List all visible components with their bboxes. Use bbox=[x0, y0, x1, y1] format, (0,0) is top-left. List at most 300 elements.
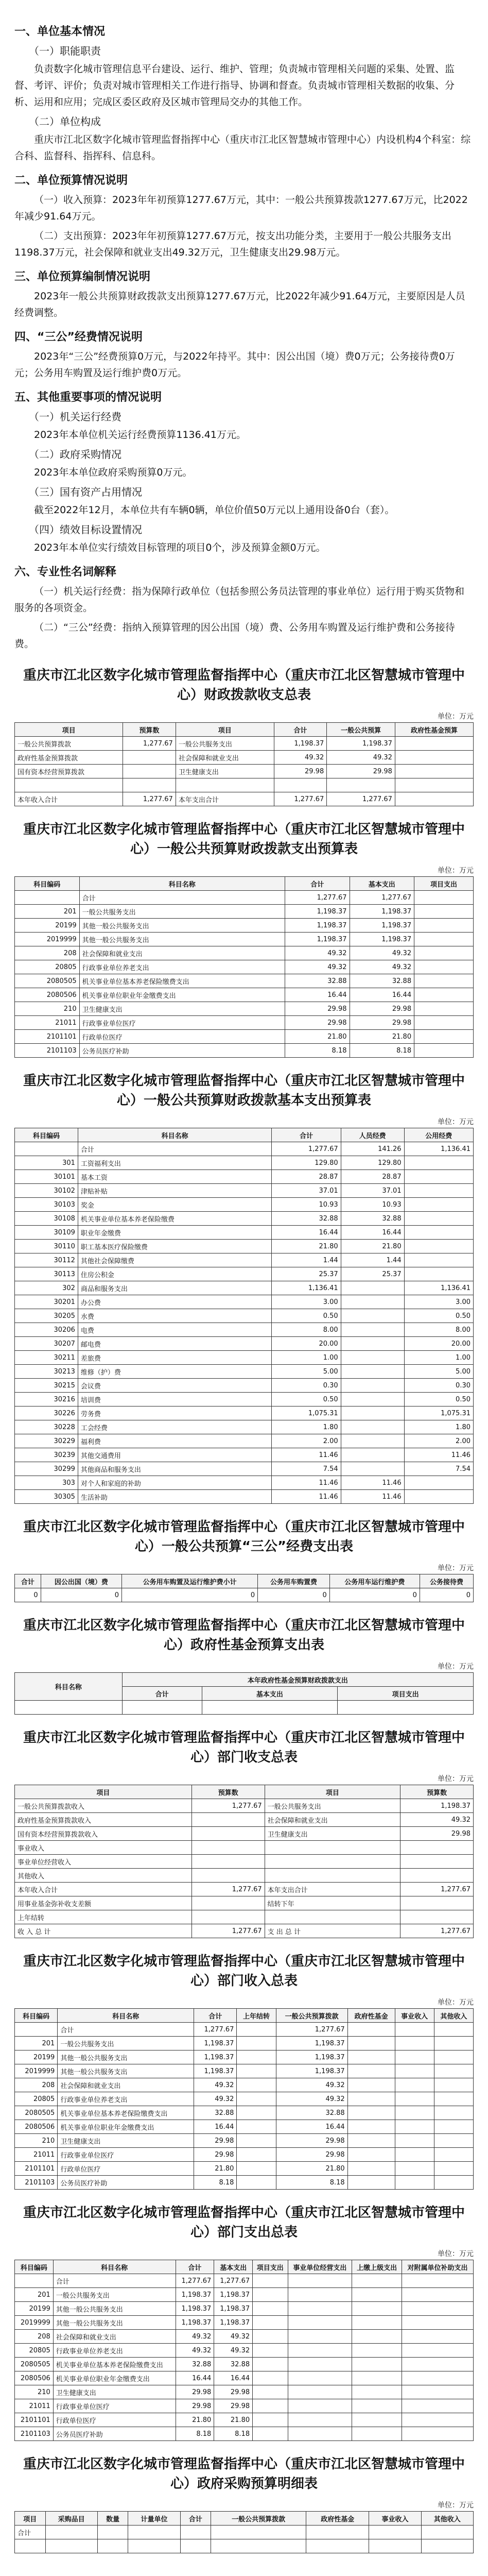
column-header: 计量单位 bbox=[128, 2512, 180, 2526]
table-row bbox=[15, 1799, 474, 1813]
column-header: 公务用车购置及运行维护费小计 bbox=[122, 1574, 258, 1588]
table-row bbox=[15, 751, 474, 765]
table-cell: 其他一般公共服务支出 bbox=[58, 2064, 194, 2078]
table-cell: 卫生健康支出 bbox=[79, 1002, 285, 1016]
column-header: 合计 bbox=[15, 1574, 41, 1588]
section-heading: 四、“三公”经费情况说明 bbox=[14, 331, 143, 344]
table-row bbox=[15, 1365, 474, 1379]
table-cell: 1,277.67 bbox=[272, 1142, 341, 1156]
table-cell bbox=[265, 1855, 400, 1869]
table-cell: 1,198.37 bbox=[276, 2050, 347, 2064]
header-row bbox=[15, 1128, 474, 1142]
table-cell: 合计 bbox=[15, 2526, 46, 2539]
report-title: 重庆市江北区数字化城市管理监督指挥中心（重庆市江北区智慧城市管理中心）财政拨款收支总表 bbox=[23, 668, 465, 703]
paragraph: （二）“三公”经费：指纳入预算管理的因公出国（境）费、公务用车购置及运行维护费和公务接待费。 bbox=[14, 622, 455, 650]
table-cell bbox=[341, 1434, 404, 1448]
table-cell: 1,277.67 bbox=[400, 1924, 474, 1938]
table-cell bbox=[404, 1476, 473, 1490]
table-cell bbox=[341, 1406, 404, 1420]
table-cell: 28.87 bbox=[272, 1170, 341, 1184]
table-row bbox=[15, 1420, 474, 1434]
table-cell: 37.01 bbox=[341, 1184, 404, 1198]
table-cell: 2101101 bbox=[15, 1030, 80, 1044]
table-cell bbox=[237, 2023, 276, 2037]
column-header: 预算数 bbox=[400, 1785, 474, 1799]
table-cell: 2080505 bbox=[15, 974, 80, 988]
report-table bbox=[14, 1785, 474, 1938]
table-cell: 电费 bbox=[78, 1323, 271, 1337]
column-header: 其他收入 bbox=[434, 2009, 473, 2023]
table-row bbox=[15, 974, 474, 988]
table-row bbox=[15, 1813, 474, 1827]
column-header: 事业收入 bbox=[395, 2009, 434, 2023]
table-cell bbox=[352, 2358, 402, 2371]
table-cell: 32.88 bbox=[194, 2106, 237, 2120]
table-cell bbox=[341, 1365, 404, 1379]
table-cell: 政府性基金预算拨款收入 bbox=[15, 1813, 192, 1827]
table-cell: 工资福利支出 bbox=[78, 1156, 271, 1170]
table-cell bbox=[341, 1337, 404, 1351]
column-header: 因公出国（境）费 bbox=[41, 1574, 121, 1588]
report-three-public-expenses bbox=[14, 1517, 474, 1602]
table-cell bbox=[237, 2037, 276, 2050]
table-cell: 30101 bbox=[15, 1170, 78, 1184]
table-cell bbox=[400, 1855, 474, 1869]
table-cell: 2019999 bbox=[15, 2316, 54, 2330]
table-cell: 29.98 bbox=[176, 2385, 214, 2399]
table-cell: 0.30 bbox=[272, 1379, 341, 1393]
table-cell bbox=[414, 974, 474, 988]
table-cell: 卫生健康支出 bbox=[58, 2134, 194, 2148]
table-cell bbox=[123, 765, 176, 778]
table-cell: 30305 bbox=[15, 1490, 78, 1504]
table-cell: 30207 bbox=[15, 1337, 78, 1351]
table-cell bbox=[237, 2120, 276, 2134]
table-cell bbox=[404, 1267, 473, 1281]
table-cell bbox=[45, 2539, 97, 2553]
table-cell bbox=[347, 2023, 395, 2037]
column-header: 合计 bbox=[180, 2512, 211, 2526]
table-cell bbox=[274, 778, 327, 792]
table-cell bbox=[347, 2078, 395, 2092]
table-row bbox=[15, 2358, 474, 2371]
table-cell: 16.44 bbox=[341, 1226, 404, 1240]
column-header: 人员经费 bbox=[341, 1128, 404, 1142]
table-cell: 32.88 bbox=[272, 1212, 341, 1226]
table-cell: 水费 bbox=[78, 1309, 271, 1323]
table-cell bbox=[434, 2037, 473, 2050]
table-cell: 49.32 bbox=[285, 946, 350, 960]
table-cell: 机关事业单位基本养老保险缴费支出 bbox=[58, 2106, 194, 2120]
table-cell bbox=[253, 2330, 288, 2344]
table-cell: 住房公积金 bbox=[78, 1267, 271, 1281]
header-row bbox=[15, 877, 474, 891]
table-row bbox=[15, 1701, 474, 1715]
table-cell bbox=[341, 1448, 404, 1462]
table-row bbox=[15, 1044, 474, 1058]
table-row bbox=[15, 2162, 474, 2176]
table-cell: 其他一般公共服务支出 bbox=[53, 2302, 176, 2316]
table-cell: 30216 bbox=[15, 1393, 78, 1406]
table-cell: 1,198.37 bbox=[327, 737, 395, 751]
table-cell bbox=[414, 988, 474, 1002]
table-cell: 20199 bbox=[15, 919, 80, 933]
table-cell: 1.00 bbox=[272, 1351, 341, 1365]
table-cell bbox=[404, 1490, 473, 1504]
table-cell: 16.44 bbox=[214, 2371, 253, 2385]
table-cell bbox=[15, 891, 80, 905]
unit-label: 单位：万元 bbox=[438, 2501, 474, 2510]
table-cell: 社会保障和就业支出 bbox=[53, 2330, 176, 2344]
table-cell: 49.32 bbox=[176, 2330, 214, 2344]
table-row bbox=[15, 1588, 474, 1602]
table-cell: 邮电费 bbox=[78, 1337, 271, 1351]
table-cell: 20199 bbox=[15, 2302, 54, 2316]
table-cell: 210 bbox=[15, 2134, 58, 2148]
table-cell: 2101101 bbox=[15, 2413, 54, 2427]
report-title: 重庆市江北区数字化城市管理监督指挥中心（重庆市江北区智慧城市管理中心）政府采购预算明细表 bbox=[23, 2456, 465, 2492]
table-cell: 结转下年 bbox=[265, 1896, 400, 1910]
table-cell: 1,277.67 bbox=[191, 1799, 265, 1813]
table-cell: 11.46 bbox=[272, 1490, 341, 1504]
table-cell bbox=[237, 2162, 276, 2176]
table-cell bbox=[347, 2120, 395, 2134]
table-row bbox=[15, 1448, 474, 1462]
table-cell: 208 bbox=[15, 946, 80, 960]
table-cell: 49.32 bbox=[276, 2092, 347, 2106]
report-title: 重庆市江北区数字化城市管理监督指挥中心（重庆市江北区智慧城市管理中心）政府性基金预算支出表 bbox=[23, 1618, 465, 1653]
table-cell bbox=[402, 2302, 473, 2316]
table-cell bbox=[347, 2106, 395, 2120]
table-cell bbox=[180, 2539, 211, 2553]
table-cell bbox=[253, 2316, 288, 2330]
table-cell bbox=[402, 2358, 473, 2371]
table-cell: 一般公共服务支出 bbox=[79, 905, 285, 919]
table-cell: 10.93 bbox=[272, 1198, 341, 1212]
table-cell: 30215 bbox=[15, 1379, 78, 1393]
column-header: 数量 bbox=[97, 2512, 128, 2526]
paragraph: 2023年本单位机关运行经费预算1136.41万元。 bbox=[34, 429, 246, 440]
table-row bbox=[15, 1924, 474, 1938]
table-cell bbox=[180, 2526, 211, 2539]
table-cell bbox=[395, 2134, 434, 2148]
table-cell: 一般公共服务支出 bbox=[176, 737, 274, 751]
table-cell: 1,198.37 bbox=[176, 2316, 214, 2330]
table-row bbox=[15, 2106, 474, 2120]
table-row bbox=[15, 1490, 474, 1504]
table-cell: 8.18 bbox=[285, 1044, 350, 1058]
report-table bbox=[14, 1128, 474, 1504]
column-header: 项目 bbox=[176, 723, 274, 737]
table-cell bbox=[404, 1240, 473, 1253]
table-row bbox=[15, 2399, 474, 2413]
table-cell: 1,136.41 bbox=[404, 1281, 473, 1295]
table-cell bbox=[414, 933, 474, 946]
report-table bbox=[14, 1672, 474, 1715]
table-cell: 公务员医疗补助 bbox=[79, 1044, 285, 1058]
report-table bbox=[14, 2511, 474, 2553]
table-cell: 5.00 bbox=[404, 1365, 473, 1379]
table-cell bbox=[341, 1462, 404, 1476]
table-cell bbox=[395, 751, 473, 765]
table-cell: 5.00 bbox=[272, 1365, 341, 1379]
table-cell: 1.00 bbox=[404, 1351, 473, 1365]
table-cell bbox=[434, 2134, 473, 2148]
column-header: 公用经费 bbox=[404, 1128, 473, 1142]
table-row bbox=[15, 2176, 474, 2190]
table-cell: 行政事业单位养老支出 bbox=[53, 2344, 176, 2358]
column-header: 合计 bbox=[274, 723, 327, 737]
table-cell bbox=[253, 2302, 288, 2316]
table-cell bbox=[402, 2288, 473, 2302]
table-cell: 201 bbox=[15, 2288, 54, 2302]
table-cell bbox=[341, 1351, 404, 1365]
table-cell: 0 bbox=[329, 1588, 420, 1602]
table-cell: 合计 bbox=[79, 891, 285, 905]
table-cell: 29.98 bbox=[327, 765, 395, 778]
table-cell: 0 bbox=[122, 1588, 258, 1602]
table-row bbox=[15, 1827, 474, 1841]
table-cell: 2101103 bbox=[15, 2427, 54, 2441]
table-row bbox=[15, 2148, 474, 2162]
table-cell: 8.00 bbox=[272, 1323, 341, 1337]
table-cell: 奖金 bbox=[78, 1198, 271, 1212]
report-title: 重庆市江北区数字化城市管理监督指挥中心（重庆市江北区智慧城市管理中心）部门收支总表 bbox=[23, 1730, 465, 1765]
table-cell: 208 bbox=[15, 2078, 58, 2092]
table-cell bbox=[434, 2023, 473, 2037]
table-cell bbox=[253, 2274, 288, 2288]
table-cell: 一般公共服务支出 bbox=[58, 2037, 194, 2050]
table-cell bbox=[237, 2064, 276, 2078]
report-table bbox=[14, 1574, 474, 1602]
table-cell: 1,198.37 bbox=[285, 919, 350, 933]
table-cell: 本年收入合计 bbox=[15, 1883, 192, 1896]
table-cell: 1,277.67 bbox=[350, 891, 414, 905]
table-row bbox=[15, 1281, 474, 1295]
table-cell: 1,277.67 bbox=[176, 2274, 214, 2288]
column-header: 上年结转 bbox=[237, 2009, 276, 2023]
table-cell: 其他一般公共服务支出 bbox=[53, 2316, 176, 2330]
table-cell: 一般公共服务支出 bbox=[265, 1799, 400, 1813]
table-cell: 2080506 bbox=[15, 2371, 54, 2385]
table-cell: 本年支出合计 bbox=[176, 792, 274, 806]
table-cell: 32.88 bbox=[276, 2106, 347, 2120]
report-title: 重庆市江北区数字化城市管理监督指挥中心（重庆市江北区智慧城市管理中心）部门收入总表 bbox=[23, 1954, 465, 1989]
header-row bbox=[15, 723, 474, 737]
table-cell: 303 bbox=[15, 1476, 78, 1490]
column-header: 科目名称 bbox=[58, 2009, 194, 2023]
table-cell: 29.98 bbox=[400, 1827, 474, 1841]
table-cell bbox=[265, 1841, 400, 1855]
table-row bbox=[15, 933, 474, 946]
table-cell: 1,198.37 bbox=[194, 2050, 237, 2064]
unit-label: 单位：万元 bbox=[438, 2250, 474, 2258]
table-cell bbox=[402, 2385, 473, 2399]
table-row bbox=[15, 2344, 474, 2358]
table-cell bbox=[15, 1142, 78, 1156]
column-header: 采购品目 bbox=[45, 2512, 97, 2526]
table-cell: 1,277.67 bbox=[191, 1883, 265, 1896]
table-cell bbox=[402, 2427, 473, 2441]
table-row bbox=[15, 1323, 474, 1337]
table-cell: 16.44 bbox=[276, 2120, 347, 2134]
table-cell bbox=[434, 2162, 473, 2176]
table-cell bbox=[288, 2413, 352, 2427]
table-cell: 29.98 bbox=[194, 2148, 237, 2162]
table-cell bbox=[352, 2316, 402, 2330]
table-cell: 社会保障和就业支出 bbox=[176, 751, 274, 765]
table-cell bbox=[288, 2371, 352, 2385]
table-cell: 8.18 bbox=[214, 2427, 253, 2441]
intro-section bbox=[14, 23, 474, 652]
column-header: 事业收入 bbox=[369, 2512, 421, 2526]
table-cell: 1,136.41 bbox=[404, 1142, 473, 1156]
report-government-fund bbox=[14, 1616, 474, 1715]
table-cell: 行政单位医疗 bbox=[58, 2162, 194, 2176]
table-cell bbox=[434, 2050, 473, 2064]
table-cell: 1,136.41 bbox=[272, 1281, 341, 1295]
table-cell bbox=[288, 2316, 352, 2330]
table-cell: 21011 bbox=[15, 2399, 54, 2413]
table-cell bbox=[306, 2539, 369, 2553]
table-cell: 32.88 bbox=[350, 974, 414, 988]
table-cell bbox=[395, 2050, 434, 2064]
table-cell bbox=[400, 1841, 474, 1855]
table-cell: 其他一般公共服务支出 bbox=[79, 919, 285, 933]
table-cell: 2080505 bbox=[15, 2106, 58, 2120]
table-cell bbox=[253, 2344, 288, 2358]
table-cell bbox=[414, 1044, 474, 1058]
table-cell bbox=[404, 1212, 473, 1226]
table-cell bbox=[211, 2539, 306, 2553]
table-cell: 129.80 bbox=[272, 1156, 341, 1170]
table-cell: 合计 bbox=[53, 2274, 176, 2288]
table-cell bbox=[237, 2078, 276, 2092]
table-row bbox=[15, 2064, 474, 2078]
table-cell: 29.98 bbox=[350, 1002, 414, 1016]
table-cell bbox=[211, 2526, 306, 2539]
table-cell bbox=[97, 2526, 128, 2539]
table-row bbox=[15, 1184, 474, 1198]
column-header: 一般公共预算拨款 bbox=[276, 2009, 347, 2023]
table-cell: 机关事业单位职业年金缴费支出 bbox=[58, 2120, 194, 2134]
table-cell: 11.46 bbox=[404, 1448, 473, 1462]
table-cell: 其他一般公共服务支出 bbox=[79, 933, 285, 946]
table-cell: 32.88 bbox=[214, 2358, 253, 2371]
table-cell bbox=[402, 2371, 473, 2385]
table-cell bbox=[402, 2399, 473, 2413]
table-cell: 国有资本经营预算拨款收入 bbox=[15, 1827, 192, 1841]
table-cell: 机关事业单位基本养老保险缴费 bbox=[78, 1212, 271, 1226]
table-cell: 1,198.37 bbox=[285, 905, 350, 919]
header-row bbox=[15, 2009, 474, 2023]
table-cell: 2101101 bbox=[15, 2162, 58, 2176]
table-cell: 30299 bbox=[15, 1462, 78, 1476]
table-row bbox=[15, 2330, 474, 2344]
paragraph: （一）机关运行经费：指为保障行政单位（包括参照公务员法管理的事业单位）运行用于购买货物和服务的各项资金。 bbox=[14, 586, 465, 614]
table-cell bbox=[288, 2302, 352, 2316]
table-cell: 上年结转 bbox=[15, 1910, 192, 1924]
table-cell: 卫生健康支出 bbox=[176, 765, 274, 778]
column-header: 项目 bbox=[15, 723, 123, 737]
table-row bbox=[15, 1170, 474, 1184]
table-cell: 49.32 bbox=[214, 2330, 253, 2344]
table-cell bbox=[237, 2050, 276, 2064]
table-cell: 201 bbox=[15, 905, 80, 919]
table-cell bbox=[400, 1896, 474, 1910]
table-cell: 1,198.37 bbox=[194, 2037, 237, 2050]
table-cell bbox=[434, 2176, 473, 2190]
column-header: 项目 bbox=[15, 1785, 192, 1799]
table-cell: 2101103 bbox=[15, 2176, 58, 2190]
unit-label: 单位：万元 bbox=[438, 1118, 474, 1126]
table-cell: 210 bbox=[15, 2385, 54, 2399]
table-row bbox=[15, 2371, 474, 2385]
table-row bbox=[15, 2526, 474, 2539]
table-cell: 49.32 bbox=[176, 2344, 214, 2358]
table-cell: 49.32 bbox=[276, 2078, 347, 2092]
table-row bbox=[15, 737, 474, 751]
table-row bbox=[15, 1253, 474, 1267]
table-cell: 其他社会保障缴费 bbox=[78, 1253, 271, 1267]
table-cell bbox=[414, 1030, 474, 1044]
table-cell bbox=[347, 2050, 395, 2064]
table-cell bbox=[369, 2539, 421, 2553]
table-cell bbox=[434, 2106, 473, 2120]
table-row bbox=[15, 1142, 474, 1156]
header-row bbox=[15, 2260, 474, 2274]
table-cell: 49.32 bbox=[274, 751, 327, 765]
table-row bbox=[15, 1212, 474, 1226]
table-cell bbox=[395, 2106, 434, 2120]
table-cell bbox=[395, 765, 473, 778]
table-row bbox=[15, 2037, 474, 2050]
table-cell: 职工基本医疗保险缴费 bbox=[78, 1240, 271, 1253]
table-cell: 0 bbox=[420, 1588, 473, 1602]
table-cell: 7.54 bbox=[272, 1462, 341, 1476]
table-cell bbox=[414, 960, 474, 974]
table-cell bbox=[395, 2078, 434, 2092]
table-cell bbox=[253, 2413, 288, 2427]
paragraph: 负责数字化城市管理信息平台建设、运行、维护、管理；负责城市管理相关问题的采集、处置、监督、考评、评价；负责对城市管理相关工作进行指导、协调和督查。负责城市管理相关数据的收集、分析、运用和应用；完成区委区政府及区城市管理局交办的其他工作。 bbox=[14, 63, 455, 108]
header-row bbox=[15, 1785, 474, 1799]
table-cell: 8.18 bbox=[176, 2427, 214, 2441]
table-cell: 其他商品和服务支出 bbox=[78, 1462, 271, 1476]
table-row bbox=[15, 2134, 474, 2148]
report-title: 重庆市江北区数字化城市管理监督指挥中心（重庆市江北区智慧城市管理中心）一般公共预算财政拨款支出预算表 bbox=[23, 822, 465, 857]
table-cell: 1,198.37 bbox=[350, 905, 414, 919]
table-cell: 0.50 bbox=[272, 1393, 341, 1406]
table-cell: 7.54 bbox=[404, 1462, 473, 1476]
table-cell bbox=[341, 1309, 404, 1323]
table-cell: 1.44 bbox=[272, 1253, 341, 1267]
table-cell: 0 bbox=[258, 1588, 330, 1602]
table-cell bbox=[341, 1281, 404, 1295]
table-cell bbox=[400, 1910, 474, 1924]
table-cell: 基本工资 bbox=[78, 1170, 271, 1184]
table-cell bbox=[434, 2120, 473, 2134]
table-row bbox=[15, 946, 474, 960]
table-row bbox=[15, 1406, 474, 1420]
table-cell: 20805 bbox=[15, 960, 80, 974]
column-header: 公务用车运行维护费 bbox=[329, 1574, 420, 1588]
table-cell: 2101103 bbox=[15, 1044, 80, 1058]
table-cell: 2019999 bbox=[15, 933, 80, 946]
table-cell: 1,198.37 bbox=[285, 933, 350, 946]
table-row bbox=[15, 1883, 474, 1896]
table-cell bbox=[341, 1323, 404, 1337]
column-header: 政府性基金 bbox=[306, 2512, 369, 2526]
